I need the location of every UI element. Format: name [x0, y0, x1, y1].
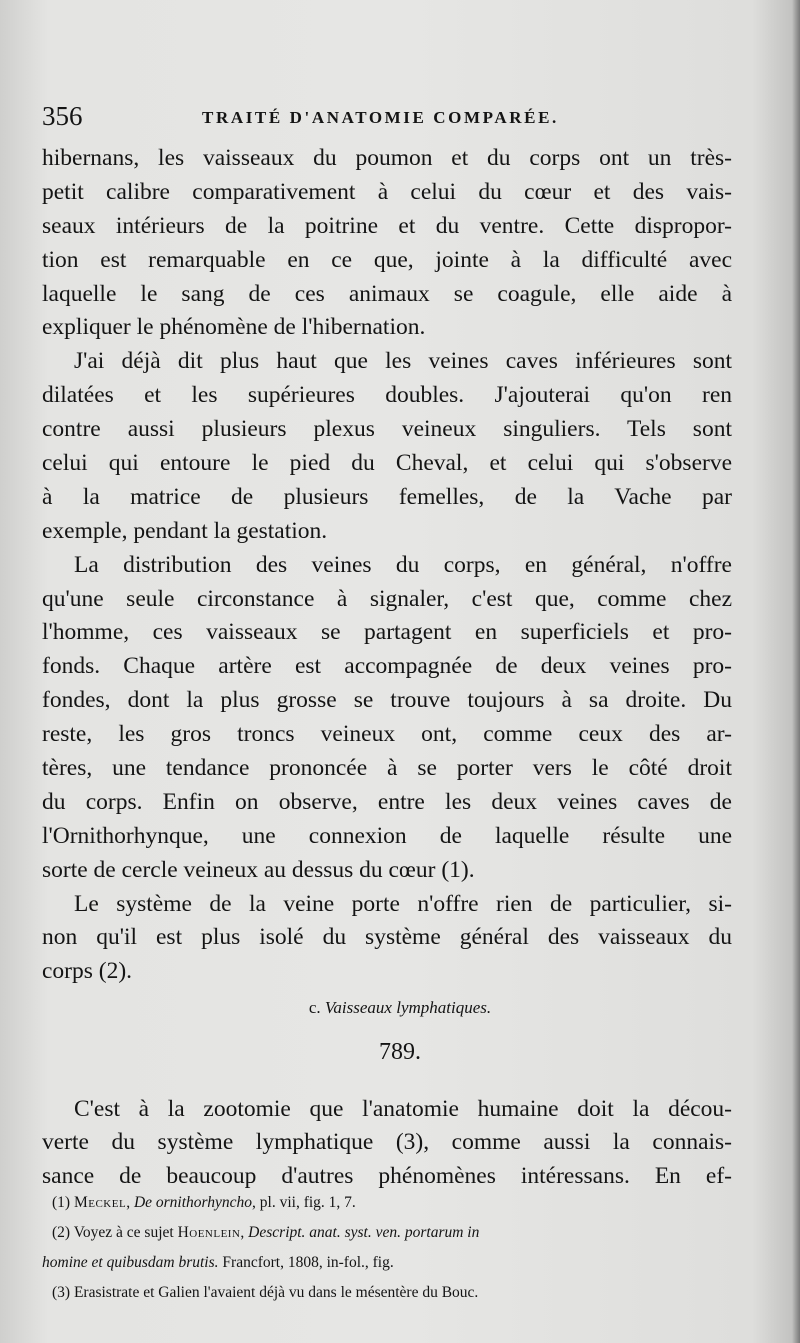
text-line: non qu'il est plus isolé du système général des vaisseaux du	[42, 924, 732, 951]
text-line: qu'une seule circonstance à signaler, c'est que, comme chez	[42, 585, 732, 612]
text-line: tion est remarquable en ce que, jointe à la difficulté avec	[42, 246, 732, 273]
text-line: du corps. Enfin on observe, entre les deux veines caves de	[42, 788, 732, 815]
text-line: expliquer le phénomène de l'hibernation.	[42, 314, 426, 341]
footnote-marker: (1)	[52, 1194, 71, 1211]
text-line: reste, les gros troncs veineux ont, comme ceux des ar-	[42, 721, 732, 748]
footnote-marker: (3)	[52, 1284, 71, 1301]
text-line: sance de beaucoup d'autres phénomènes intéressans. En ef-	[42, 1163, 732, 1190]
footnote-2-continuation	[42, 1248, 738, 1278]
text-line: contre aussi plusieurs plexus veineux singuliers. Tels sont	[42, 416, 732, 443]
footnote-title: Descript. anat. syst. ven. portarum in	[248, 1224, 480, 1241]
text-line: exemple, pendant la gestation.	[42, 517, 328, 544]
footnote-author: Meckel	[73, 1194, 127, 1211]
page-header	[42, 98, 732, 138]
running-title: TRAITÉ D'ANATOMIE COMPARÉE.	[202, 108, 559, 127]
text-line: hibernans, les vaisseaux du poumon et du corps ont un très-	[42, 145, 732, 171]
footnote-text: Erasistrate et Galien l'avaient déjà vu dans le mésentère du Bouc.	[73, 1284, 479, 1301]
text-line: fondes, dont la plus grosse se trouve toujours à sa droite. Du	[42, 687, 732, 714]
article-number: 789.	[379, 1039, 421, 1065]
text-line: J'ai déjà dit plus haut que les veines caves inférieures sont	[74, 348, 732, 375]
text-line: sorte de cercle veineux au dessus du cœur (1).	[42, 856, 475, 883]
text-line: La distribution des veines du corps, en général, n'offre	[74, 551, 732, 578]
footnote-rest: , pl. vii, fig. 1, 7.	[252, 1194, 356, 1211]
text-line: C'est à la zootomie que l'anatomie humaine doit la décou-	[74, 1095, 732, 1122]
text-line: laquelle le sang de ces animaux se coagule, elle aide à	[42, 280, 732, 307]
section-subheading	[0, 995, 800, 1021]
text-line: corps (2).	[42, 958, 133, 985]
text-line: l'Ornithorhynque, une connexion de laquelle résulte une	[42, 822, 732, 849]
footnote-title: De ornithorhyncho	[133, 1194, 253, 1211]
footnote-pre: Voyez à ce sujet	[73, 1224, 174, 1241]
text-line: Le système de la veine porte n'offre rien de particulier, si-	[74, 890, 732, 917]
page-number: 356	[42, 101, 83, 131]
footnote-author: Hoenlein	[177, 1224, 241, 1241]
text-line: seaux intérieurs de la poitrine et du ventre. Cette dispropor-	[42, 212, 732, 239]
paragraph	[42, 888, 732, 990]
footnote-2: (2) Voyez à ce sujet Hoenlein, Descript. anat. syst. ven. portarum in	[52, 1224, 480, 1241]
paragraph	[42, 1092, 732, 1194]
text-line: celui qui entoure le pied du Cheval, et celui qui s'observe	[42, 450, 732, 477]
footnote-3	[52, 1278, 738, 1308]
paragraph	[42, 142, 732, 345]
page-edge-shadow	[792, 0, 800, 1343]
text-line: dilatées et les supérieures doubles. J'ajouterai qu'on ren	[42, 382, 732, 409]
footnote-marker: (2)	[52, 1224, 71, 1241]
text-line: fonds. Chaque artère est accompagnée de deux veines pro-	[42, 653, 732, 680]
text-line: à la matrice de plusieurs femelles, de la Vache par	[42, 483, 732, 510]
paragraph	[42, 345, 732, 548]
text-line: verte du système lymphatique (3), comme aussi la connais-	[42, 1129, 732, 1156]
subheading-letter: c.	[308, 998, 321, 1017]
footnote-continuation-rest: Francfort, 1808, in-fol., fig.	[222, 1254, 394, 1271]
text-line: petit calibre comparativement à celui du cœur et des vais-	[42, 178, 732, 205]
body-text	[42, 142, 732, 989]
footnote-continuation-title: homine et quibusdam brutis.	[42, 1254, 219, 1271]
text-line: l'homme, ces vaisseaux se partagent en superficiels et pro-	[42, 619, 732, 646]
paragraph	[42, 549, 732, 888]
text-line: tères, une tendance prononcée à se porter vers le côté droit	[42, 755, 732, 782]
footnotes	[42, 1188, 738, 1308]
footnote-1: (1) Meckel, De ornithorhyncho, pl. vii, fig. 1, 7.	[52, 1194, 356, 1211]
subheading-title: Vaisseaux lymphatiques.	[324, 998, 492, 1017]
